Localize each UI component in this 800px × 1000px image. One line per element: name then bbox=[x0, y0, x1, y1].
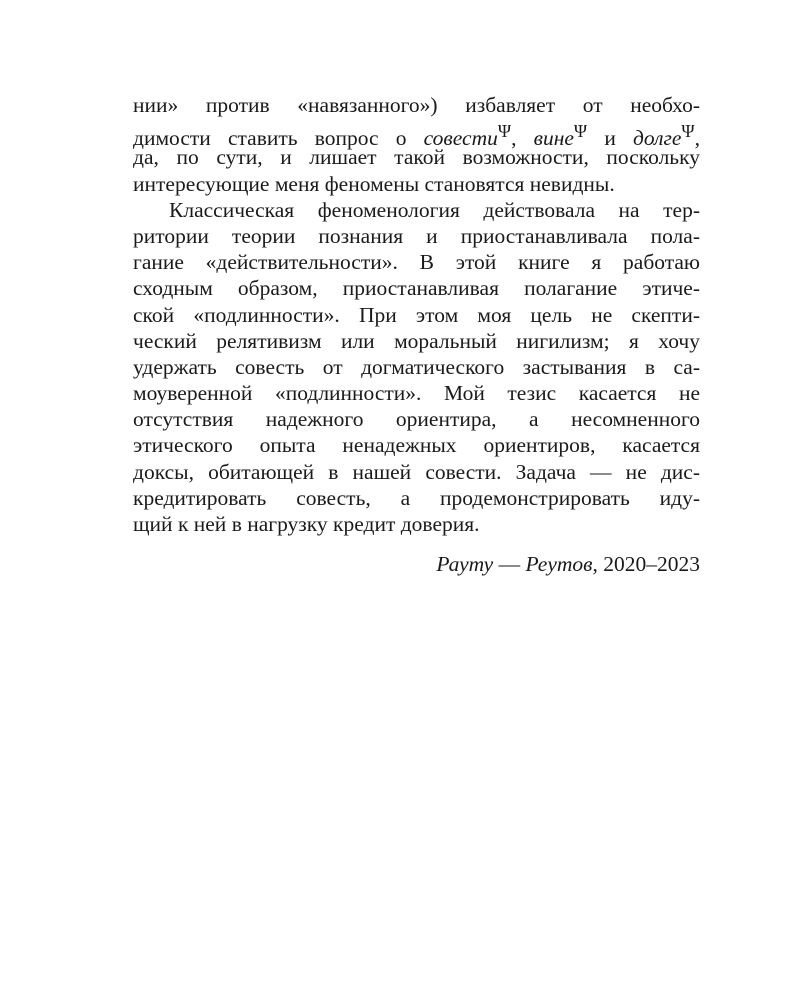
text-line bbox=[133, 118, 700, 151]
emphasis-word: долге bbox=[633, 126, 682, 151]
psi-mark: Ψ bbox=[497, 121, 512, 142]
text-fragment: димости ставить вопрос о bbox=[133, 126, 424, 151]
text-line: этического опыта ненадежных ориентиров, касается bbox=[133, 433, 700, 458]
text-line: Классическая феноменология действовала на тер- bbox=[169, 197, 700, 222]
text-line: ритории теории познания и приостанавливала пола- bbox=[133, 223, 700, 248]
text-line: гание «действительности». В этой книге я работаю bbox=[133, 250, 700, 275]
text-line: моуверенной «подлинности». Мой тезис касается не bbox=[133, 381, 700, 406]
text-line: да, по сути, и лишает такой возможности, поскольку bbox=[133, 145, 700, 170]
paragraph-1 bbox=[133, 92, 700, 197]
text-line: интересующие меня феномены становятся невидны. bbox=[133, 171, 615, 196]
text-line: ской «подлинности». При этом моя цель не скепти- bbox=[133, 302, 700, 327]
text-line: кредитировать совесть, а продемонстрировать иду- bbox=[133, 485, 700, 510]
author-name-2: Реутов bbox=[525, 552, 593, 577]
signature bbox=[133, 551, 700, 577]
psi-mark: Ψ bbox=[681, 121, 695, 142]
paragraph-2 bbox=[133, 197, 700, 537]
text-line: нии» против «навязанного») избавляет от необхо- bbox=[133, 93, 700, 117]
text-line: сходным образом, приостанавливая полагание этиче- bbox=[133, 276, 700, 301]
emphasis-word: совести bbox=[423, 126, 498, 151]
text-fragment: , bbox=[511, 126, 534, 151]
psi-mark: Ψ bbox=[573, 121, 588, 142]
text-line: доксы, обитающей в нашей совести. Задача — не дис- bbox=[133, 459, 700, 484]
page-text bbox=[133, 92, 700, 577]
text-line: щий к ней в нагрузку кредит доверия. bbox=[133, 512, 480, 536]
text-fragment: и bbox=[587, 126, 633, 151]
emphasis-word: вине bbox=[533, 126, 574, 151]
signature-dash: — bbox=[493, 552, 526, 577]
author-name-1: Рауту bbox=[436, 552, 494, 577]
text-line: ческий релятивизм или моральный нигилизм; я хочу bbox=[133, 328, 700, 353]
text-line: отсутствия надежного ориентира, а несомненного bbox=[133, 407, 700, 432]
text-line: удержать совесть от догматического застывания в са- bbox=[133, 354, 700, 379]
text-fragment: , bbox=[694, 126, 700, 151]
signature-years: , 2020–2023 bbox=[592, 552, 700, 577]
